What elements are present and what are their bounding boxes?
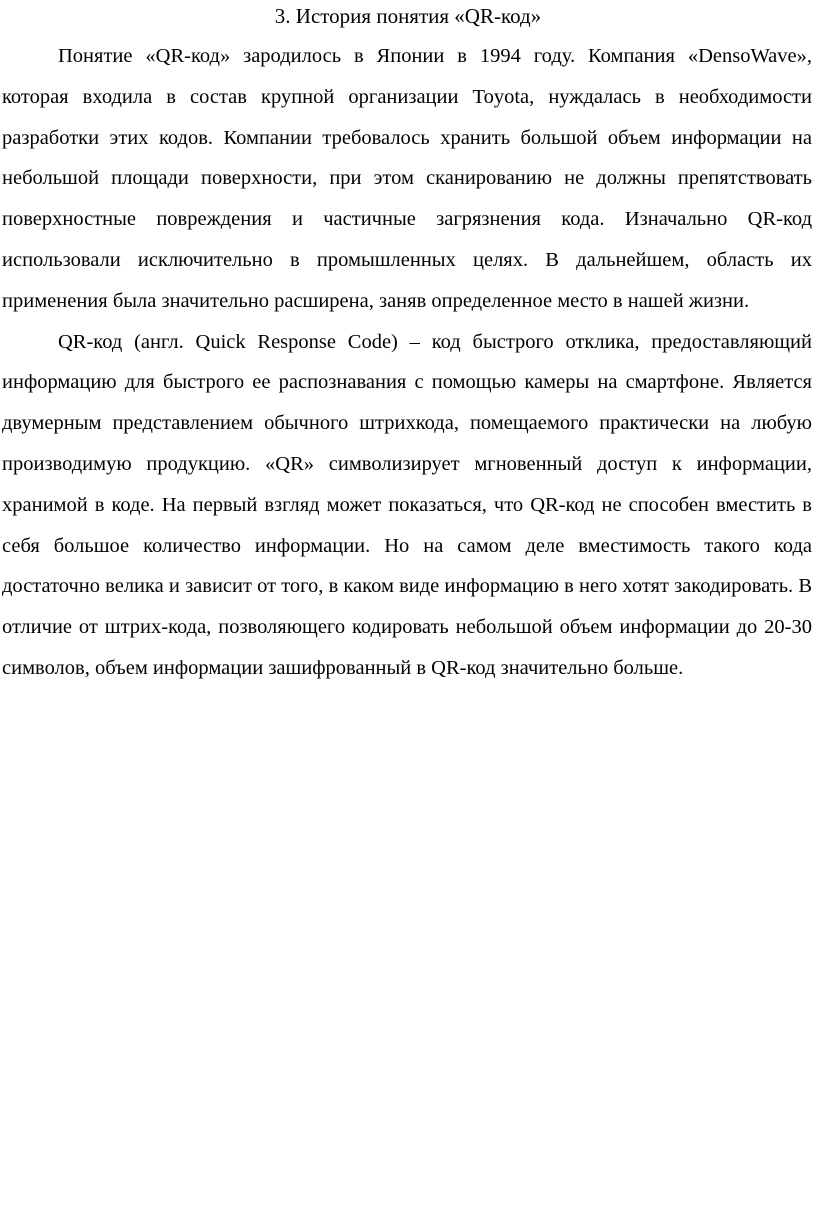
paragraph-origin: Понятие «QR-код» зародилось в Японии в 1994 году. Компания «DensoWave», которая входила в состав крупной организации Toyota, нуждалась в необходимости разработки этих кодов. Компании требовалось хранить большой объем информации на небольшой площади поверхности, при этом сканированию не должны препятствовать поверхностные повреждения и частичные загрязнения кода. Изначально QR-код использовали исключительно в промышленных целях. В дальнейшем, область их применения была значительно расширена, заняв определенное место в нашей жизни.: [2, 45, 812, 312]
body-text: [2, 36, 812, 689]
paragraph-definition: QR-код (англ. Quick Response Code) – код быстрого отклика, предоставляющий информацию для быстрого ее распознавания с помощью камеры на смартфоне. Является двумерным представлением обычного штрихкода, помещаемого практически на любую производимую продукцию. «QR» символизирует мгновенный доступ к информации, хранимой в коде. На первый взгляд может показаться, что QR-код не способен вместить в себя большое количество информации. Но на самом деле вместимость такого кода достаточно велика и зависит от того, в каком виде информацию в него хотят закодировать. В отличие от штрих-кода, позволяющего кодировать небольшой объем информации до 20-30 символов, объем информации зашифрованный в QR-код значительно больше.: [2, 330, 812, 679]
section-heading: 3. История понятия «QR-код»: [274, 4, 542, 28]
